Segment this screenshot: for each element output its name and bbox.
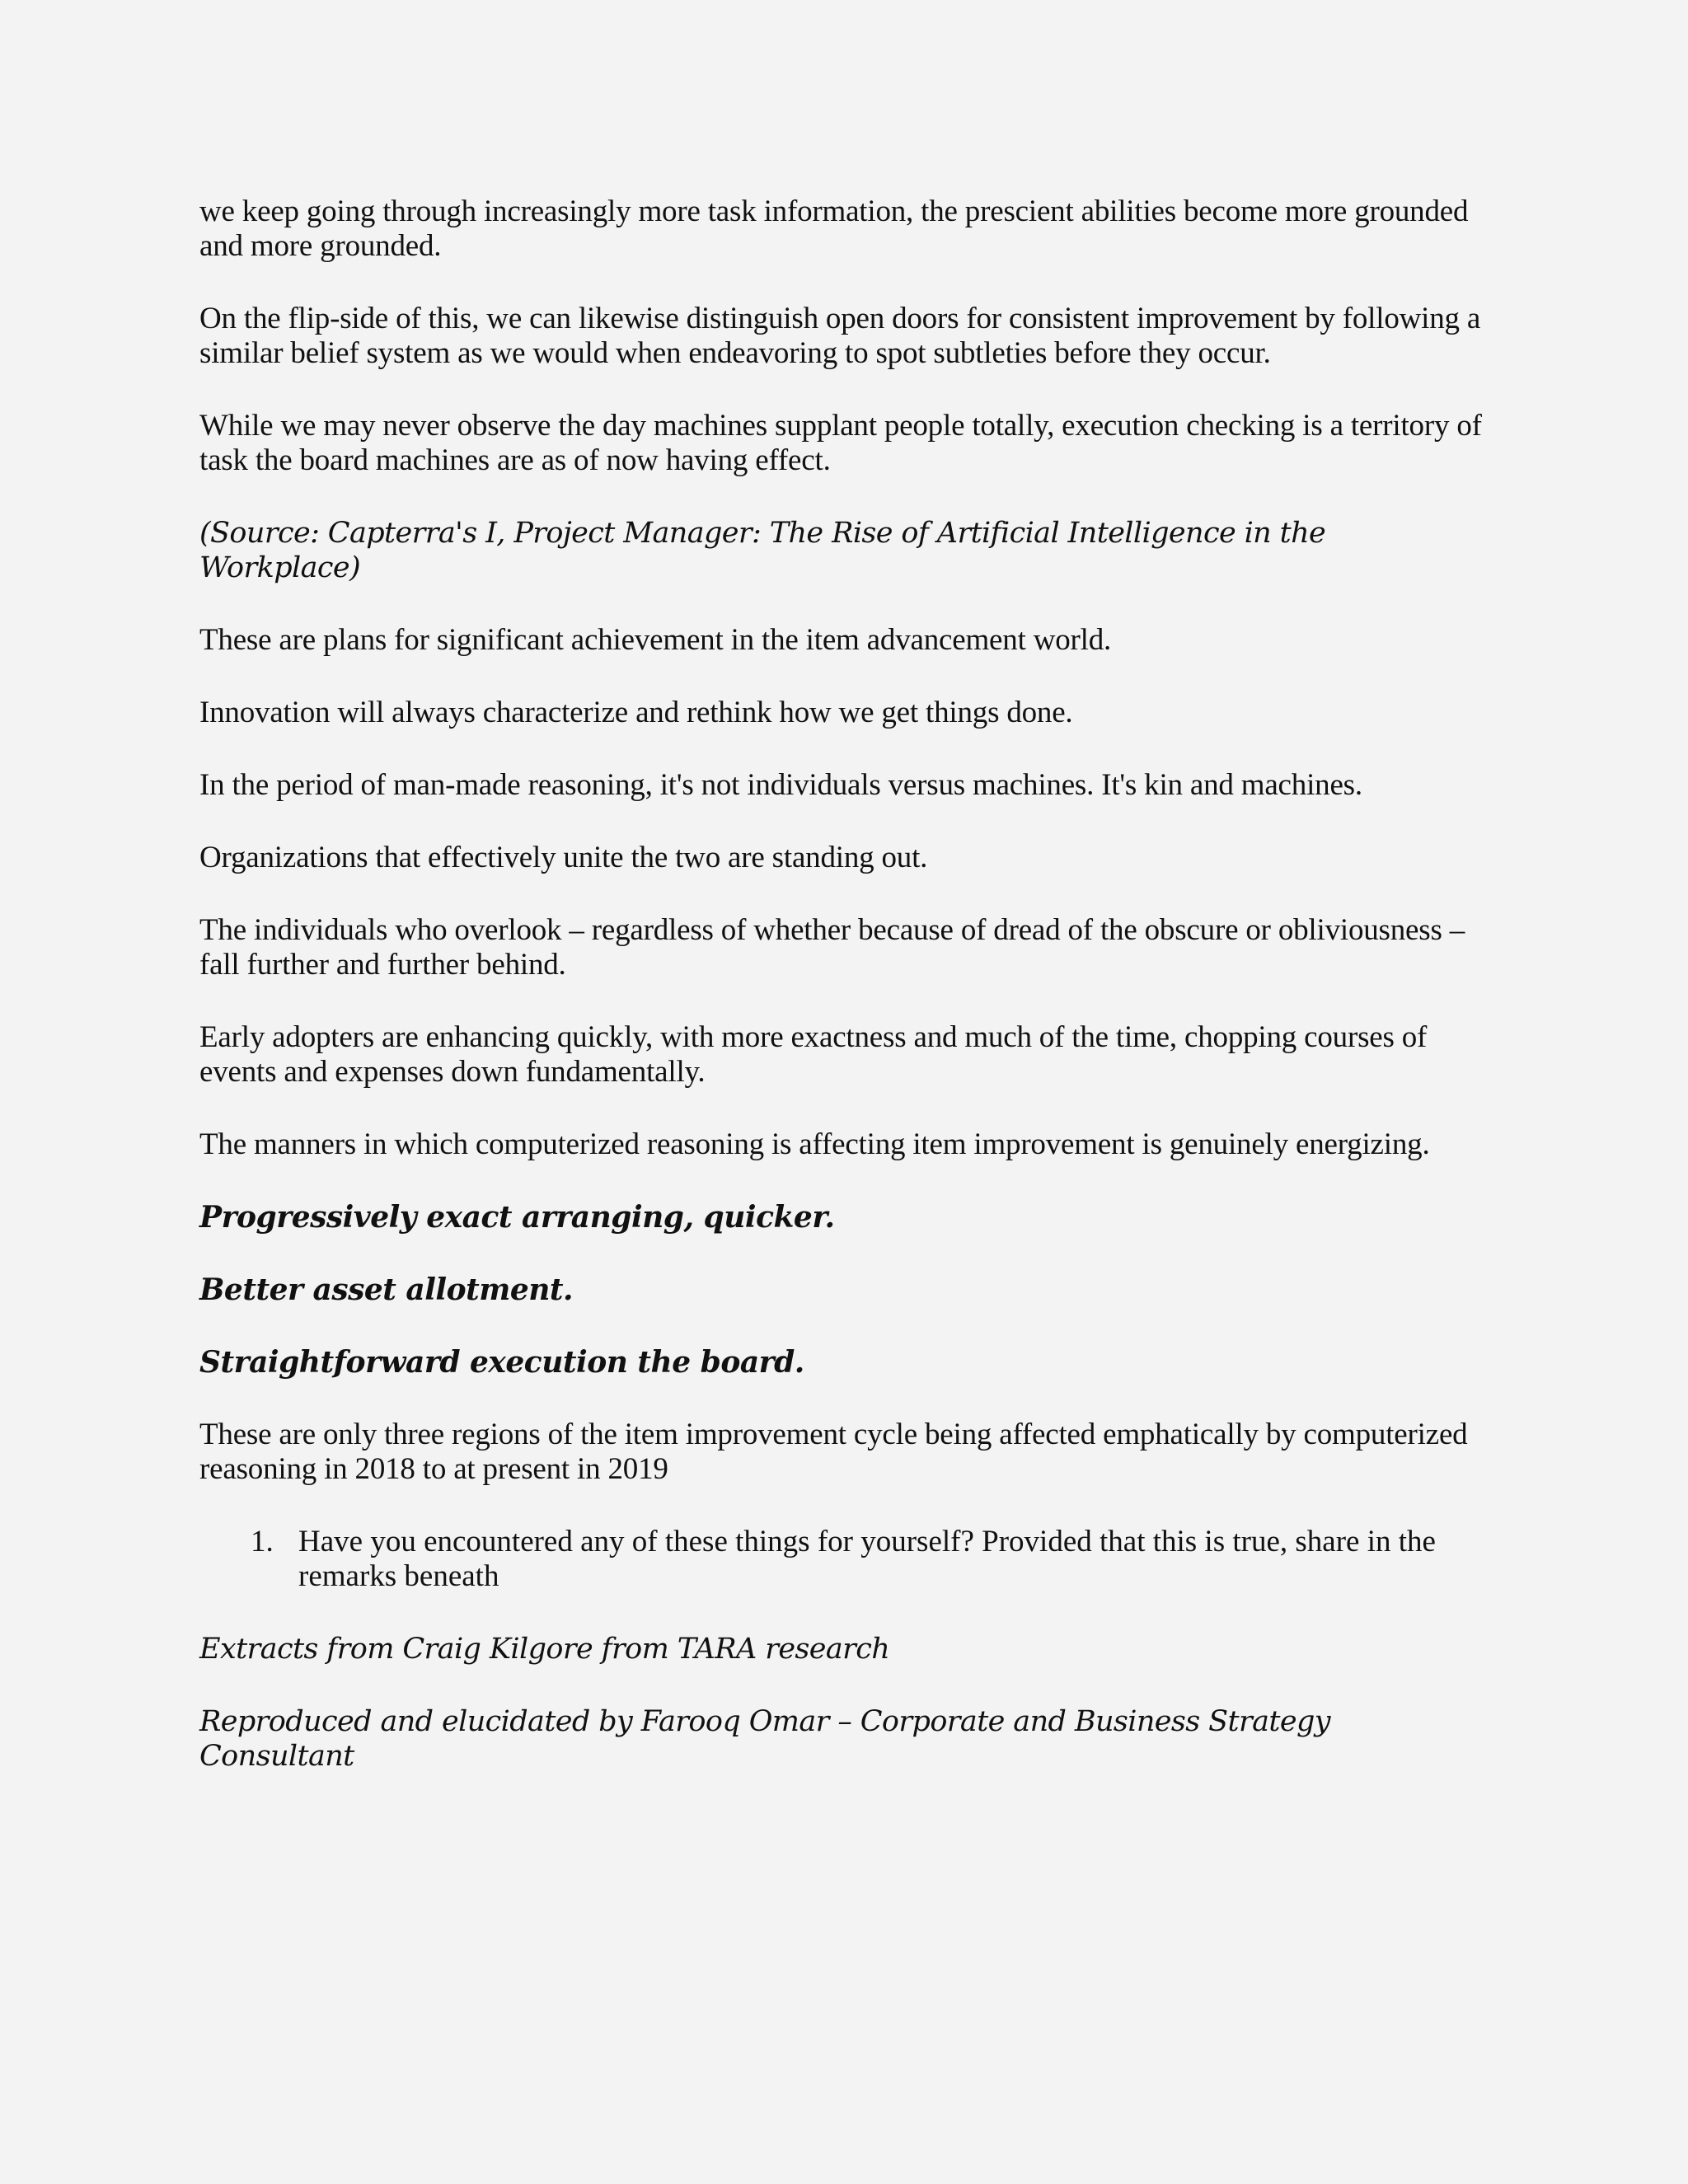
highlight-line: Progressively exact arranging, quicker. (199, 1200, 835, 1235)
paragraph: we keep going through increasingly more task information, the prescient abilities become more grounded and more grounded. (199, 194, 1469, 263)
summary-paragraph: These are only three regions of the item improvement cycle being affected emphatically by computerized reasoning in 2018 to at present in 2019 (199, 1418, 1468, 1486)
list-item-text: Have you encountered any of these things for yourself? Provided that this is true, share in the remarks beneath (298, 1525, 1436, 1593)
highlight-line: Straightforward execution the board. (199, 1345, 804, 1380)
numbered-list (199, 1525, 1485, 1594)
list-item (199, 1525, 1485, 1594)
paragraph: The manners in which computerized reasoning is affecting item improvement is genuinely energizing. (199, 1127, 1430, 1161)
reproduced-credit: Reproduced and elucidated by Farooq Omar – Corporate and Business Strategy Consultant (199, 1705, 1330, 1773)
paragraph: Early adopters are enhancing quickly, with more exactness and much of the time, chopping courses of events and expenses down fundamentally. (199, 1020, 1428, 1089)
paragraph: While we may never observe the day machines supplant people totally, execution checking is a territory of task the board machines are as of now having effect. (199, 409, 1482, 477)
paragraph: Organizations that effectively unite the two are standing out. (199, 841, 928, 874)
source-note: (Source: Capterra's I, Project Manager: The Rise of Artificial Intelligence in the Workplace) (199, 517, 1326, 584)
extracts-credit: Extracts from Craig Kilgore from TARA research (199, 1633, 890, 1666)
list-item-number: 1. (251, 1525, 274, 1558)
paragraph: On the flip-side of this, we can likewise distinguish open doors for consistent improvement by following a similar belief system as we would when endeavoring to spot subtleties before they occur. (199, 302, 1481, 370)
paragraph: The individuals who overlook – regardless of whether because of dread of the obscure or obliviousness – fall further and further behind. (199, 913, 1465, 982)
document-body (199, 194, 1485, 1811)
paragraph: Innovation will always characterize and rethink how we get things done. (199, 696, 1073, 729)
paragraph: These are plans for significant achievement in the item advancement world. (199, 623, 1112, 657)
highlight-line: Better asset allotment. (199, 1272, 574, 1307)
paragraph: In the period of man-made reasoning, it's not individuals versus machines. It's kin and machines. (199, 768, 1362, 802)
